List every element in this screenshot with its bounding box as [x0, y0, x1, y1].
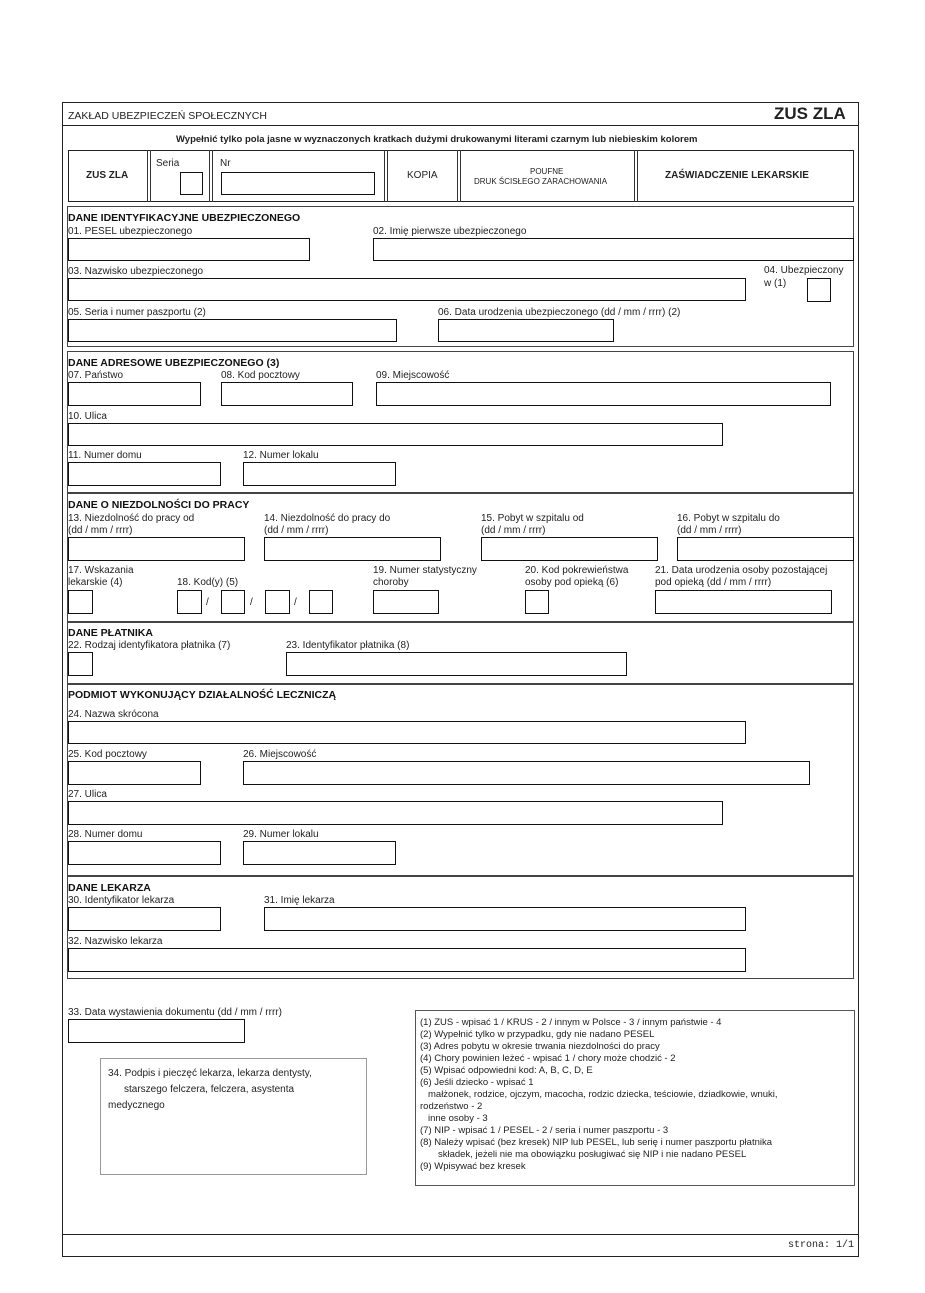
- header-divider: [387, 150, 388, 202]
- section-incapacity-title: DANE O NIEZDOLNOŚCI DO PRACY: [68, 499, 250, 511]
- label-20a: 20. Kod pokrewieństwa: [525, 565, 629, 576]
- header-divider: [384, 150, 385, 202]
- label-34b: starszego felczera, felczera, asystenta: [124, 1084, 295, 1095]
- medical-indications-field[interactable]: [68, 590, 93, 614]
- note-line: (9) Wpisywać bez kresek: [420, 1161, 526, 1172]
- fill-instruction: Wypełnić tylko pola jasne w wyznaczonych kratkach dużymi drukowanymi literami czarnym lub niebieskim kolorem: [176, 134, 698, 145]
- top-rule: [62, 102, 859, 103]
- code-field-3[interactable]: [265, 590, 290, 614]
- document-title: ZAŚWIADCZENIE LEKARSKIE: [665, 170, 809, 181]
- header-divider: [209, 150, 210, 202]
- label-31: 31. Imię lekarza: [264, 895, 335, 906]
- header-divider: [634, 150, 635, 202]
- note-line: małżonek, rodzice, ojczym, macocha, rodzic dziecka, teściowie, dziadkowie, wnuki,: [428, 1089, 778, 1100]
- dependant-birth-date-field[interactable]: [655, 590, 832, 614]
- label-18: 18. Kod(y) (5): [177, 577, 239, 588]
- label-17a: 17. Wskazania: [68, 565, 134, 576]
- street-field[interactable]: [68, 423, 723, 446]
- surname-field[interactable]: [68, 278, 746, 301]
- header-divider: [147, 150, 148, 202]
- label-34c: medycznego: [108, 1100, 165, 1110]
- header-divider: [637, 150, 638, 202]
- city-field[interactable]: [376, 382, 831, 406]
- pesel-field[interactable]: [68, 238, 310, 261]
- code-field-1[interactable]: [177, 590, 202, 614]
- label-14a: 14. Niezdolność do pracy do: [264, 513, 391, 524]
- kinship-code-field[interactable]: [525, 590, 549, 614]
- label-25: 25. Kod pocztowy: [68, 749, 147, 760]
- note-line: (2) Wypełnić tylko w przypadku, gdy nie nadano PESEL: [420, 1029, 655, 1040]
- header-divider: [460, 150, 461, 202]
- label-27: 27. Ulica: [68, 789, 107, 800]
- passport-field[interactable]: [68, 319, 397, 342]
- footnotes-box: [415, 1010, 855, 1186]
- form-code: ZUS ZLA: [774, 104, 846, 123]
- birth-date-field[interactable]: [438, 319, 614, 342]
- label-19a: 19. Numer statystyczny: [373, 565, 477, 576]
- label-22: 22. Rodzaj identyfikatora płatnika (7): [68, 640, 231, 651]
- label-29: 29. Numer lokalu: [243, 829, 319, 840]
- first-name-field[interactable]: [373, 238, 854, 261]
- code-field-4[interactable]: [309, 590, 333, 614]
- label-04a: 04. Ubezpieczony: [764, 265, 844, 276]
- section-doctor-title: DANE LEKARZA: [68, 882, 151, 894]
- label-34a: 34. Podpis i pieczęć lekarza, lekarza dentysty,: [108, 1068, 312, 1079]
- entity-name-field[interactable]: [68, 721, 746, 744]
- seria-field[interactable]: [180, 172, 203, 195]
- header-rule: [62, 125, 859, 126]
- label-19b: choroby: [373, 577, 409, 588]
- country-field[interactable]: [68, 382, 201, 406]
- note-line: składek, jeżeli nie ma obowiązku posługiwać się NIP i nie nadano PESEL: [438, 1149, 747, 1160]
- label-11: 11. Numer domu: [68, 450, 142, 461]
- note-line: rodzeństwo - 2: [420, 1101, 483, 1112]
- label-24: 24. Nazwa skrócona: [68, 709, 159, 720]
- note-line: inne osoby - 3: [428, 1113, 488, 1124]
- label-21a: 21. Data urodzenia osoby pozostającej: [655, 565, 828, 576]
- kopia-label: KOPIA: [407, 170, 438, 181]
- note-line: (8) Należy wpisać (bez kresek) NIP lub PESEL, lub serię i numer paszportu płatnika: [420, 1137, 773, 1148]
- entity-postal-code-field[interactable]: [68, 761, 201, 785]
- hospital-from-field[interactable]: [481, 537, 658, 561]
- code-separator: /: [250, 597, 253, 608]
- apartment-number-field[interactable]: [243, 462, 396, 486]
- label-05: 05. Seria i numer paszportu (2): [68, 307, 206, 318]
- label-26: 26. Miejscowość: [243, 749, 317, 760]
- note-line: (3) Adres pobytu w okresie trwania niezdolności do pracy: [420, 1041, 660, 1052]
- hospital-to-field[interactable]: [677, 537, 854, 561]
- label-12: 12. Numer lokalu: [243, 450, 319, 461]
- label-13a: 13. Niezdolność do pracy od: [68, 513, 195, 524]
- entity-street-field[interactable]: [68, 801, 723, 825]
- entity-city-field[interactable]: [243, 761, 810, 785]
- header-divider: [150, 150, 151, 202]
- label-33: 33. Data wystawienia dokumentu (dd / mm / rrrr): [68, 1007, 282, 1018]
- nr-field[interactable]: [221, 172, 375, 195]
- label-16a: 16. Pobyt w szpitalu do: [677, 513, 780, 524]
- label-09: 09. Miejscowość: [376, 370, 450, 381]
- note-line: (5) Wpisać odpowiedni kod: A, B, C, D, E: [420, 1065, 593, 1076]
- label-02: 02. Imię pierwsze ubezpieczonego: [373, 226, 527, 237]
- label-01: 01. PESEL ubezpieczonego: [68, 226, 193, 237]
- insured-in-field[interactable]: [807, 278, 831, 302]
- label-13b: (dd / mm / rrrr): [68, 525, 133, 536]
- page-number: strona: 1/1: [788, 1240, 855, 1251]
- label-23: 23. Identyfikator płatnika (8): [286, 640, 410, 651]
- footer-rule-bottom: [62, 1256, 859, 1257]
- label-04b: w (1): [764, 278, 787, 289]
- payer-id-field[interactable]: [286, 652, 627, 676]
- label-10: 10. Ulica: [68, 411, 107, 422]
- doctor-surname-field[interactable]: [68, 948, 746, 972]
- label-20b: osoby pod opieką (6): [525, 577, 619, 588]
- label-07: 07. Państwo: [68, 370, 124, 381]
- note-line: (4) Chory powinien leżeć - wpisać 1 / chory może chodzić - 2: [420, 1053, 676, 1064]
- section-payer-title: DANE PŁATNIKA: [68, 627, 153, 639]
- left-rule: [62, 102, 63, 1257]
- section-ident-title: DANE IDENTYFIKACYJNE UBEZPIECZONEGO: [68, 212, 301, 224]
- house-number-field[interactable]: [68, 462, 221, 486]
- note-line: (6) Jeśli dziecko - wpisać 1: [420, 1077, 534, 1088]
- label-28: 28. Numer domu: [68, 829, 143, 840]
- nr-label: Nr: [220, 158, 231, 169]
- incapacity-from-field[interactable]: [68, 537, 245, 561]
- label-15b: (dd / mm / rrrr): [481, 525, 546, 536]
- label-15a: 15. Pobyt w szpitalu od: [481, 513, 584, 524]
- label-08: 08. Kod pocztowy: [221, 370, 300, 381]
- druk-label: DRUK ŚCISŁEGO ZARACHOWANIA: [474, 177, 608, 186]
- label-16b: (dd / mm / rrrr): [677, 525, 742, 536]
- code-separator: /: [294, 597, 297, 608]
- section-entity-title: PODMIOT WYKONUJĄCY DZIAŁALNOŚĆ LECZNICZĄ: [68, 689, 337, 701]
- header-divider: [212, 150, 213, 202]
- label-03: 03. Nazwisko ubezpieczonego: [68, 266, 204, 277]
- code-field-2[interactable]: [221, 590, 245, 614]
- seria-label: Seria: [156, 158, 180, 169]
- footer-rule-top: [62, 1234, 859, 1235]
- label-06: 06. Data urodzenia ubezpieczonego (dd / mm / rrrr) (2): [438, 307, 681, 318]
- postal-code-field[interactable]: [221, 382, 353, 406]
- incapacity-to-field[interactable]: [264, 537, 441, 561]
- entity-apartment-number-field[interactable]: [243, 841, 396, 865]
- header-divider: [457, 150, 458, 202]
- disease-number-field[interactable]: [373, 590, 439, 614]
- poufne-label: POUFNE: [530, 167, 564, 176]
- code-separator: /: [206, 597, 209, 608]
- issue-date-field[interactable]: [68, 1019, 245, 1043]
- section-address-title: DANE ADRESOWE UBEZPIECZONEGO (3): [68, 357, 280, 369]
- note-line: (7) NIP - wpisać 1 / PESEL - 2 / seria i numer paszportu - 3: [420, 1125, 669, 1136]
- header-cell-code: ZUS ZLA: [86, 170, 129, 181]
- doctor-first-name-field[interactable]: [264, 907, 746, 931]
- doctor-id-field[interactable]: [68, 907, 221, 931]
- institution-name: ZAKŁAD UBEZPIECZEŃ SPOŁECZNYCH: [68, 110, 267, 122]
- label-14b: (dd / mm / rrrr): [264, 525, 329, 536]
- note-line: (1) ZUS - wpisać 1 / KRUS - 2 / innym w Polsce - 3 / innym państwie - 4: [420, 1017, 722, 1028]
- right-rule: [858, 102, 859, 1257]
- label-21b: pod opieką (dd / mm / rrrr): [655, 577, 772, 588]
- label-32: 32. Nazwisko lekarza: [68, 936, 163, 947]
- entity-house-number-field[interactable]: [68, 841, 221, 865]
- payer-id-type-field[interactable]: [68, 652, 93, 676]
- label-17b: lekarskie (4): [68, 577, 123, 588]
- label-30: 30. Identyfikator lekarza: [68, 895, 175, 906]
